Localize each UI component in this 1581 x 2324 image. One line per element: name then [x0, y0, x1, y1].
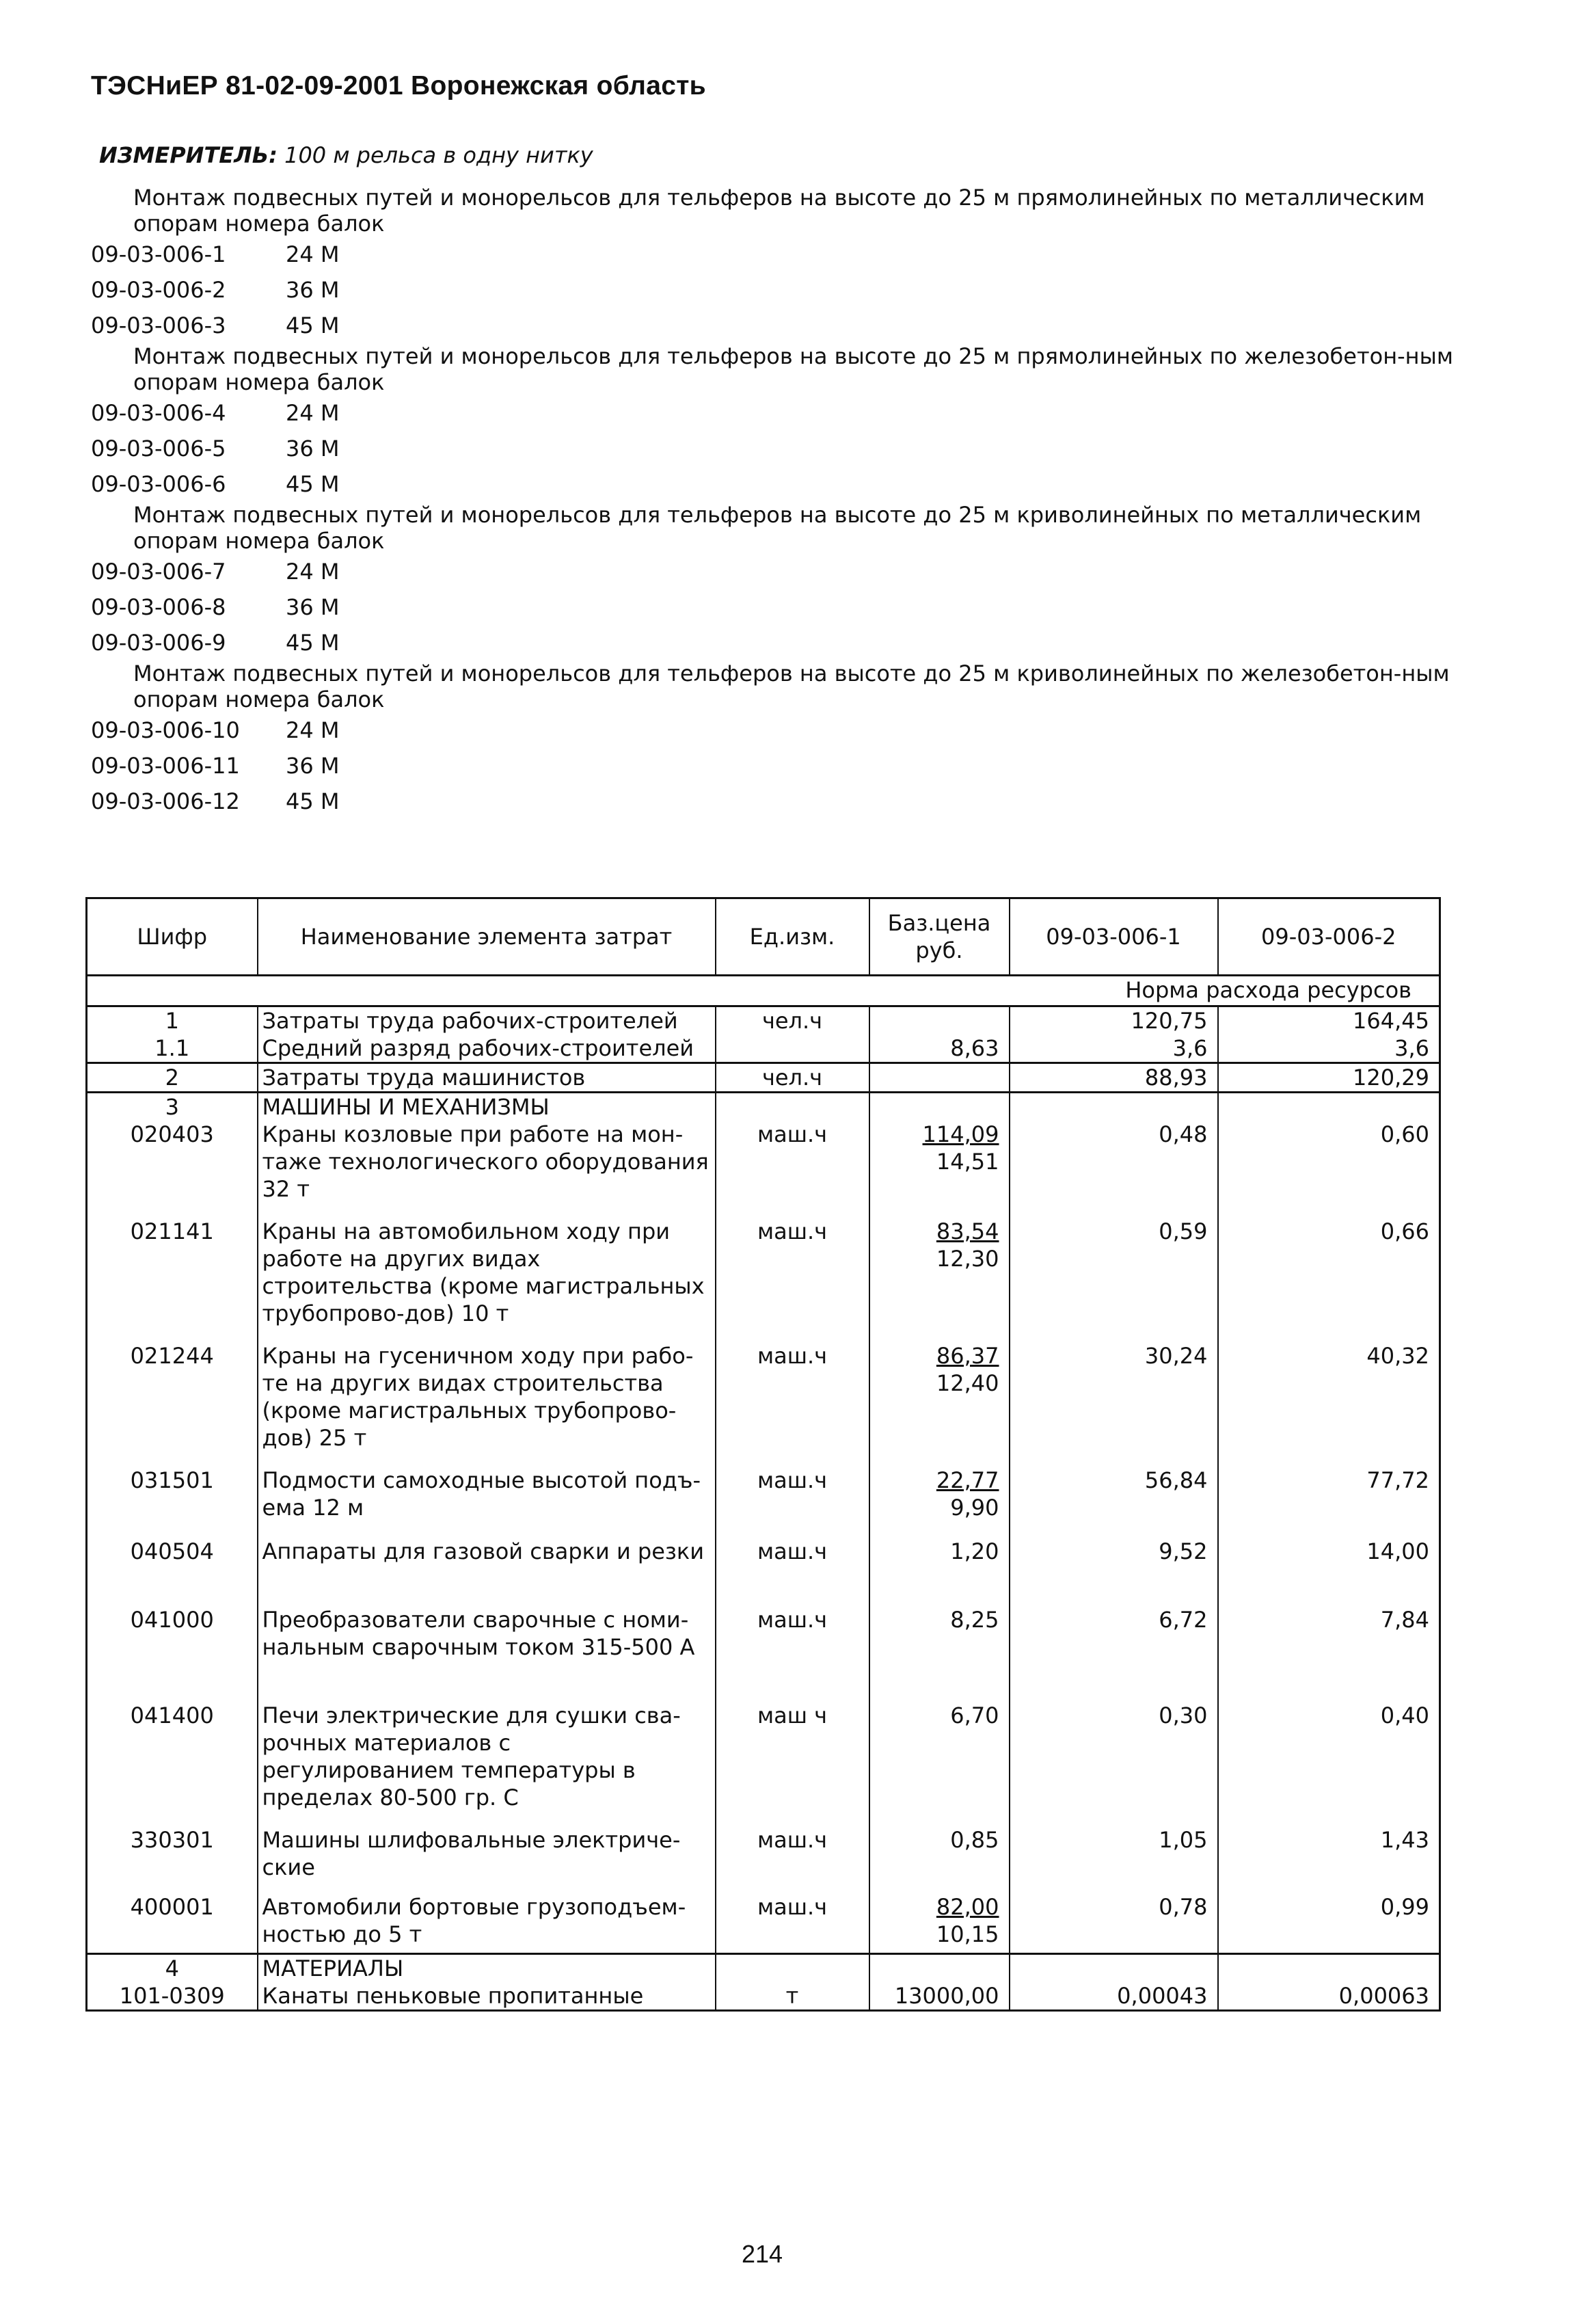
cell-name: Средний разряд рабочих-строителей	[258, 1034, 716, 1063]
cell-price	[869, 1702, 1010, 1826]
cell-value-1	[1010, 1953, 1218, 1982]
cell-value-2: 7,84	[1218, 1606, 1440, 1702]
cell-name: Печи электрические для сушки сва-рочных материалов с регулированием температуры в пределах 80-500 гр. С	[258, 1702, 716, 1826]
table-row	[87, 1826, 1440, 1893]
work-group	[91, 502, 1458, 660]
list-item	[91, 712, 1458, 748]
cell-unit: маш.ч	[716, 1467, 869, 1538]
item-value: 24 М	[286, 717, 340, 743]
work-group	[91, 660, 1458, 819]
item-code: 09-03-006-12	[91, 788, 240, 814]
cell-code: 021141	[87, 1218, 258, 1342]
cell-code: 330301	[87, 1826, 258, 1893]
cell-unit: маш.ч	[716, 1342, 869, 1467]
norma-row	[87, 976, 1440, 1006]
cell-price	[869, 1121, 1010, 1218]
cell-name: МАТЕРИАЛЫ	[258, 1953, 716, 1982]
price-base: 83,54	[936, 1218, 999, 1244]
cell-name: Автомобили бортовые грузоподъем-ностью до 5 т	[258, 1893, 716, 1953]
list-item	[91, 784, 1458, 819]
cell-value-2: 164,45	[1218, 1006, 1440, 1035]
item-value: 45 М	[286, 312, 340, 338]
item-code: 09-03-006-9	[91, 630, 226, 656]
cell-value-1: 0,00043	[1010, 1982, 1218, 2011]
table-row	[87, 1467, 1440, 1538]
item-code: 09-03-006-11	[91, 753, 240, 779]
table-row	[87, 1342, 1440, 1467]
item-code: 09-03-006-1	[91, 241, 226, 267]
cell-code: 4	[87, 1953, 258, 1982]
cell-unit: маш.ч	[716, 1606, 869, 1702]
price-machinist: 12,40	[936, 1370, 999, 1396]
header-unit: Ед.изм.	[716, 898, 869, 976]
table-row	[87, 1538, 1440, 1606]
item-code: 09-03-006-2	[91, 277, 226, 303]
measure-label: ИЗМЕРИТЕЛЬ:	[99, 142, 278, 168]
list-item	[91, 308, 1458, 343]
list-item	[91, 272, 1458, 308]
price-machinist: 12,30	[936, 1246, 999, 1272]
cell-price	[869, 1218, 1010, 1342]
cell-name: Затраты труда машинистов	[258, 1063, 716, 1093]
price-base: 22,77	[936, 1467, 999, 1493]
list-item	[91, 625, 1458, 660]
price-base: 86,37	[936, 1343, 999, 1369]
cell-name: Краны на гусеничном ходу при рабо-те на других видах строительства (кроме магистральных трубопрово-дов) 25 т	[258, 1342, 716, 1467]
cell-name: Подмости самоходные высотой подъ-ема 12 м	[258, 1467, 716, 1538]
cell-price	[869, 1034, 1010, 1063]
cell-unit: маш.ч	[716, 1826, 869, 1893]
cell-price	[869, 1093, 1010, 1121]
cell-value-1: 56,84	[1010, 1467, 1218, 1538]
cell-value-2: 0,00063	[1218, 1982, 1440, 2011]
cell-unit	[716, 1953, 869, 1982]
item-code: 09-03-006-10	[91, 717, 240, 743]
item-value: 36 М	[286, 436, 340, 462]
item-code: 09-03-006-5	[91, 436, 226, 462]
table-row	[87, 1982, 1440, 2011]
cell-value-1: 30,24	[1010, 1342, 1218, 1467]
cell-value-2: 1,43	[1218, 1826, 1440, 1893]
header-col2: 09-03-006-2	[1218, 898, 1440, 976]
cell-price	[869, 1893, 1010, 1953]
cell-price	[869, 1063, 1010, 1093]
cell-name: Машины шлифовальные электриче-ские	[258, 1826, 716, 1893]
cell-price	[869, 1342, 1010, 1467]
cell-name: Канаты пеньковые пропитанные	[258, 1982, 716, 2011]
cell-value-1: 120,75	[1010, 1006, 1218, 1035]
group-description: Монтаж подвесных путей и монорельсов для тельферов на высоте до 25 м криволинейных по металлическим опорам номера балок	[133, 502, 1422, 554]
item-value: 24 М	[286, 241, 340, 267]
cell-value-1: 1,05	[1010, 1826, 1218, 1893]
price-machinist: 9,90	[950, 1495, 999, 1521]
measure-value: 100 м рельса в одну нитку	[284, 142, 593, 168]
price-base: 6,70	[950, 1702, 999, 1728]
table-header-row	[87, 898, 1440, 976]
price-base: 13000,00	[894, 1982, 999, 2009]
resource-table	[85, 897, 1441, 2012]
cell-price	[869, 1982, 1010, 2011]
cell-name: Аппараты для газовой сварки и резки	[258, 1538, 716, 1606]
table-row	[87, 1953, 1440, 1982]
cell-value-1: 0,48	[1010, 1121, 1218, 1218]
price-base: 82,00	[936, 1894, 999, 1920]
price-base: 1,20	[950, 1538, 999, 1564]
cell-value-2: 40,32	[1218, 1342, 1440, 1467]
cell-value-2: 14,00	[1218, 1538, 1440, 1606]
cell-unit: маш.ч	[716, 1893, 869, 1953]
item-value: 36 М	[286, 753, 340, 779]
cell-unit	[716, 1093, 869, 1121]
list-item	[91, 395, 1458, 431]
cell-value-2	[1218, 1953, 1440, 1982]
cell-value-2: 0,40	[1218, 1702, 1440, 1826]
list-item	[91, 589, 1458, 625]
cell-price	[869, 1467, 1010, 1538]
list-item	[91, 466, 1458, 502]
item-code: 09-03-006-6	[91, 471, 226, 497]
cell-code: 020403	[87, 1121, 258, 1218]
list-item	[91, 237, 1458, 272]
work-group	[91, 343, 1458, 502]
cell-code: 031501	[87, 1467, 258, 1538]
cell-code: 101-0309	[87, 1982, 258, 2011]
price-machinist: 14,51	[936, 1149, 999, 1175]
work-groups	[91, 185, 1458, 819]
cell-value-1: 9,52	[1010, 1538, 1218, 1606]
cell-unit: маш ч	[716, 1702, 869, 1826]
cell-unit: т	[716, 1982, 869, 2011]
cell-value-2	[1218, 1093, 1440, 1121]
table-row	[87, 1006, 1440, 1035]
table-row	[87, 1893, 1440, 1953]
item-code: 09-03-006-8	[91, 594, 226, 620]
item-value: 45 М	[286, 788, 340, 814]
cell-code: 1.1	[87, 1034, 258, 1063]
cell-value-1: 0,78	[1010, 1893, 1218, 1953]
cell-unit: маш.ч	[716, 1121, 869, 1218]
group-description: Монтаж подвесных путей и монорельсов для тельферов на высоте до 25 м прямолинейных по металлическим опорам номера балок	[133, 185, 1425, 237]
table-row	[87, 1121, 1440, 1218]
cell-unit: маш.ч	[716, 1538, 869, 1606]
cell-value-2: 120,29	[1218, 1063, 1440, 1093]
list-item	[91, 431, 1458, 466]
cell-value-2: 77,72	[1218, 1467, 1440, 1538]
cell-name: МАШИНЫ И МЕХАНИЗМЫ	[258, 1093, 716, 1121]
cell-name: Краны на автомобильном ходу при работе на других видах строительства (кроме магистральных трубопрово-дов) 10 т	[258, 1218, 716, 1342]
item-code: 09-03-006-7	[91, 559, 226, 585]
cell-name: Преобразователи сварочные с номи-нальным сварочным током 315-500 А	[258, 1606, 716, 1702]
table-row	[87, 1702, 1440, 1826]
price-base: 0,85	[950, 1827, 999, 1853]
table-row	[87, 1093, 1440, 1121]
item-code: 09-03-006-3	[91, 312, 226, 338]
price-base: 8,63	[950, 1035, 999, 1061]
cell-unit: чел.ч	[716, 1063, 869, 1093]
price-base: 8,25	[950, 1607, 999, 1633]
group-description: Монтаж подвесных путей и монорельсов для тельферов на высоте до 25 м криволинейных по железобетон-ным опорам номера балок	[133, 660, 1450, 712]
cell-code: 400001	[87, 1893, 258, 1953]
cell-value-1: 0,59	[1010, 1218, 1218, 1342]
page-number: 214	[742, 2240, 783, 2268]
cell-value-2: 0,99	[1218, 1893, 1440, 1953]
item-value: 45 М	[286, 471, 340, 497]
cell-code: 2	[87, 1063, 258, 1093]
cell-name: Затраты труда рабочих-строителей	[258, 1006, 716, 1035]
cell-code: 041400	[87, 1702, 258, 1826]
cell-code: 1	[87, 1006, 258, 1035]
header-name: Наименование элемента затрат	[258, 898, 716, 976]
cell-price	[869, 1953, 1010, 1982]
cell-price	[869, 1826, 1010, 1893]
cell-value-2: 3,6	[1218, 1034, 1440, 1063]
cell-price	[869, 1006, 1010, 1035]
cell-price	[869, 1606, 1010, 1702]
table-row	[87, 1606, 1440, 1702]
cell-unit	[716, 1034, 869, 1063]
cell-code: 3	[87, 1093, 258, 1121]
cell-unit: чел.ч	[716, 1006, 869, 1035]
cell-value-1: 0,30	[1010, 1702, 1218, 1826]
cell-value-1: 88,93	[1010, 1063, 1218, 1093]
item-value: 24 М	[286, 400, 340, 426]
cell-code: 021244	[87, 1342, 258, 1467]
measure-line	[99, 142, 593, 168]
price-machinist: 10,15	[936, 1921, 999, 1947]
list-item	[91, 748, 1458, 784]
item-value: 24 М	[286, 559, 340, 585]
norma-label: Норма расхода ресурсов	[1010, 976, 1440, 1006]
price-base: 114,09	[922, 1121, 999, 1147]
cell-name: Краны козловые при работе на мон-таже технологического оборудования 32 т	[258, 1121, 716, 1218]
cell-value-1: 3,6	[1010, 1034, 1218, 1063]
cell-price	[869, 1538, 1010, 1606]
cell-value-2: 0,60	[1218, 1121, 1440, 1218]
group-description: Монтаж подвесных путей и монорельсов для тельферов на высоте до 25 м прямолинейных по железобетон-ным опорам номера балок	[133, 343, 1453, 395]
cell-value-2: 0,66	[1218, 1218, 1440, 1342]
item-value: 36 М	[286, 594, 340, 620]
list-item	[91, 554, 1458, 589]
work-group	[91, 185, 1458, 343]
header-col1: 09-03-006-1	[1010, 898, 1218, 976]
table-row	[87, 1218, 1440, 1342]
page-title: ТЭСНиЕР 81-02-09-2001 Воронежская область	[91, 71, 706, 101]
item-value: 45 М	[286, 630, 340, 656]
table-row	[87, 1063, 1440, 1093]
cell-value-1	[1010, 1093, 1218, 1121]
header-code: Шифр	[87, 898, 258, 976]
cell-value-1: 6,72	[1010, 1606, 1218, 1702]
cell-code: 041000	[87, 1606, 258, 1702]
table-row	[87, 1034, 1440, 1063]
item-value: 36 М	[286, 277, 340, 303]
item-code: 09-03-006-4	[91, 400, 226, 426]
header-price: Баз.цена руб.	[869, 898, 1010, 976]
cell-unit: маш.ч	[716, 1218, 869, 1342]
cell-code: 040504	[87, 1538, 258, 1606]
